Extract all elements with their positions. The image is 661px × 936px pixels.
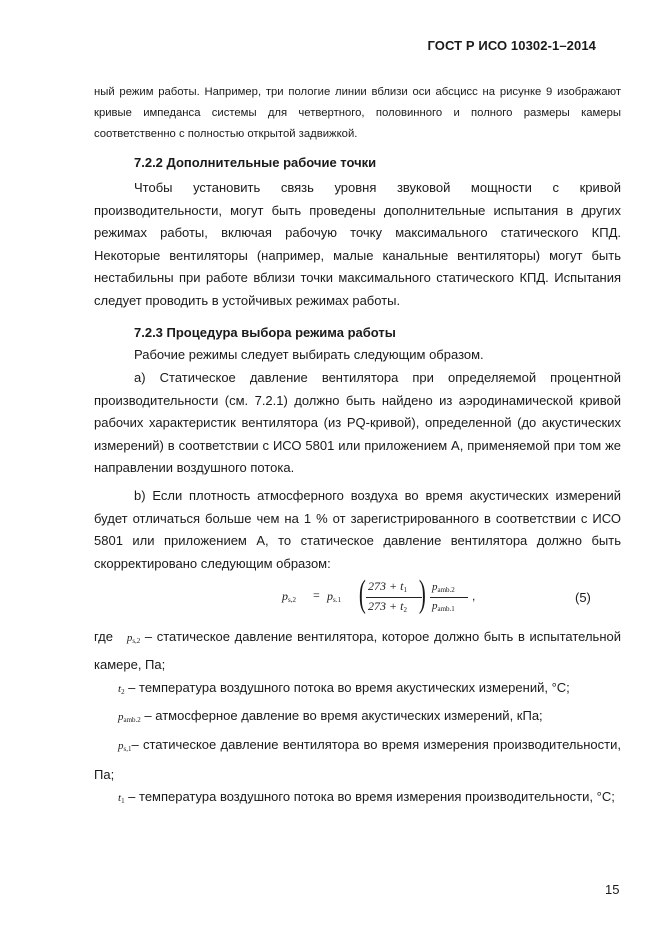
formula-5	[282, 572, 476, 624]
definition-p-s2: где $p_{s,2}$ – статическое давление вентилятора, которое должно быть в испытательной камере, Па;	[94, 629, 621, 672]
left-paren-glyph: (	[358, 573, 366, 615]
symbol-p-s1: $p_{s,1}$	[118, 740, 132, 753]
pressure-numerator: $p_{amb.2}$	[432, 581, 455, 594]
fraction-line-temperature	[366, 597, 422, 598]
list-item-a: a) Статическое давление вентилятора при определяемой процентной производительности (см. 7.2.1) должно быть найдено из аэродинамической кривой рабочих характеристик вентилятора (из PQ-кривой), определенной (до акустических измерений) в соответствии с ИСО 5801 или приложением A, применяемой при том же направлении воздушного потока.	[94, 370, 621, 475]
pressure-denominator: $p_{amb.1}$	[432, 600, 455, 613]
document-header: ГОСТ Р ИСО 10302-1–2014	[427, 38, 596, 53]
formula-comma: ,	[472, 589, 476, 603]
right-paren-glyph: )	[418, 573, 426, 615]
symbol-t2: $t_2$	[118, 683, 125, 696]
page-number: 15	[605, 882, 620, 897]
section-7-2-2-heading: 7.2.2 Дополнительные рабочие точки	[134, 155, 377, 170]
formula-equals: =	[313, 588, 320, 602]
definition-p-s1: $p_{s,1}-$ статическое давление вентилятора во время измерения производительности, Па;	[94, 737, 621, 782]
definition-p-amb2: $p_{amb.2}$ – атмосферное давление во время акустических измерений, кПа;	[118, 708, 543, 724]
fraction-line-pressure	[430, 597, 468, 598]
equation-number: (5)	[575, 590, 591, 605]
symbol-p-amb2: $p_{amb.2}$	[118, 711, 141, 724]
symbol-t1: $t_1$	[118, 792, 125, 805]
section-7-2-3-intro: Рабочие режимы следует выбирать следующим образом.	[134, 347, 484, 362]
definition-t2: $t_2$ – температура воздушного потока во время акустических измерений, °C;	[118, 680, 570, 696]
section-7-2-2-text: Чтобы установить связь уровня звуковой мощности с кривой производительности, могут быть проведены дополнительные испытания в других режимах работы, включая рабочую точку максимального статического КПД. Некоторые вентиляторы (например, малые канальные вентиляторы) могут быть нестабильны при работе вблизи точки максимального статического КПД. Испытания следует проводить в устойчивых режимах работы.	[94, 180, 621, 308]
section-7-2-3-heading: 7.2.3 Процедура выбора режима работы	[134, 325, 396, 340]
list-item-b: b) Если плотность атмосферного воздуха во время акустических измерений будет отличаться больше чем на 1 % от зарегистрированного в соответствии с ИСО 5801 или приложением A, то статическое давление вентилятора должно быть скорректировано следующим образом:	[94, 488, 621, 571]
formula-p-s1: $p_{s.1}$	[327, 589, 341, 604]
temperature-numerator: $273 + t_1$	[368, 579, 407, 594]
definition-t1: $t_1$ – температура воздушного потока во время измерения производительности, °C;	[118, 789, 615, 805]
intro-paragraph: ный режим работы. Например, три пологие линии вблизи оси абсцисс на рисунке 9 изображают кривые импеданса системы для четвертного, половинного и полного размеры камеры соответственно с полностью открытой задвижкой.	[94, 86, 621, 140]
symbol-p-s2: $p_{s,2}$	[126, 632, 141, 645]
formula-lhs: $p_{s,2}$	[282, 589, 296, 604]
temperature-denominator: $273 + t_2$	[368, 599, 407, 614]
